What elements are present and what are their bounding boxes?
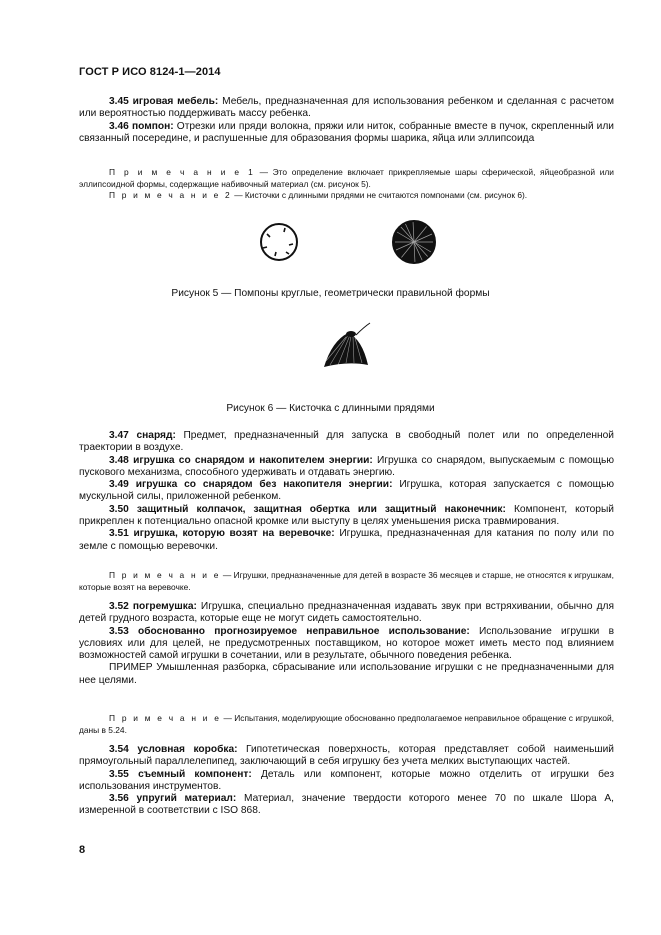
term-3-47: 3.47 снаряд: Предмет, предназначенный для запуска в свободный полет или по определенной траектории в воздухе.: [79, 430, 614, 454]
note-1: П р и м е ч а н и е 1 — Это определение включает прикрепляемые шары сферической, яйцеобразной или эллипсоидной формы, содержащие набивочный материал (см. рисунок 5).: [79, 167, 614, 189]
tassel-drawing: [324, 323, 370, 367]
terms-block-b: [79, 430, 614, 553]
term-3-49: 3.49 игрушка со снарядом без накопителя энергии: Игрушка, которая запускается с помощью мускульной силы, приложенной ребенком.: [79, 479, 614, 503]
terms-block-d: [79, 744, 614, 818]
term-3-52: 3.52 погремушка: Игрушка, специально предназначенная издавать звук при встряхивании, обычно для детей грудного возраста, которые еще не могут сидеть самостоятельно.: [79, 601, 614, 625]
figure-5-pompons: [255, 220, 445, 268]
note-block-c: [79, 713, 614, 736]
document-header: ГОСТ Р ИСО 8124-1—2014: [79, 66, 221, 78]
note-toy-on-string: П р и м е ч а н и е — Игрушки, предназначенные для детей в возрасте 36 месяцев и старше, не относятся к игрушкам, которые возят на веревочке.: [79, 570, 614, 592]
notes-block-a: [79, 167, 614, 202]
term-3-55: 3.55 съемный компонент: Деталь или компонент, которые можно отделить от игрушки без использования инструментов.: [79, 768, 614, 792]
figure-6-caption: Рисунок 6 — Кисточка с длинными прядями: [226, 403, 435, 414]
open-pompon-drawing: [261, 224, 297, 260]
terms-block-c: [79, 601, 614, 687]
term-3-46: 3.46 помпон: Отрезки или пряди волокна, пряжи или ниток, собранные вместе в пучок, скрепленный или связанный посередине, и распушенные для образования формы шарика, яйца или эллипсоида: [79, 120, 614, 144]
note-2: П р и м е ч а н и е 2 — Кисточки с длинными прядями не считаются помпонами (см. рисунок 6).: [109, 190, 528, 200]
term-3-54: 3.54 условная коробка: Гипотетическая поверхность, которая представляет собой наименьший прямоугольный параллелепипед, заключающий в себя игрушку без учета мелких выступающих частей.: [79, 744, 614, 768]
dense-pompon-drawing: [393, 221, 435, 263]
page-number: 8: [79, 844, 86, 856]
figure-5-caption: Рисунок 5 — Помпоны круглые, геометрически правильной формы: [171, 288, 490, 299]
term-3-51: 3.51 игрушка, которую возят на веревочке: Игрушка, предназначенная для катания по полу или по земле с помощью веревочки.: [79, 528, 614, 552]
term-3-50: 3.50 защитный колпачок, защитная обертка или защитный наконечник: Компонент, который прикреплен к потенциально опасной кромке или выступу в целях уменьшения риска травмирования.: [79, 503, 614, 528]
terms-block-a: [79, 96, 614, 145]
term-3-48: 3.48 игрушка со снарядом и накопителем энергии: Игрушка со снарядом, выпускаемым с помощью пускового механизма, способного удерживать и отдавать энергию.: [79, 454, 614, 478]
example-paragraph: ПРИМЕР Умышленная разборка, сбрасывание или использование игрушки с не предназначенными для нее целями.: [79, 662, 614, 686]
term-3-56: 3.56 упругий материал: Материал, значение твердости которого менее 70 по шкале Шора А, измеренной в соответствии с ISO 868.: [79, 793, 614, 817]
figure-6-tassel: [318, 321, 378, 373]
note-misuse-tests: П р и м е ч а н и е — Испытания, моделирующие обоснованно предполагаемое неправильное обращение с игрушкой, даны в 5.24.: [79, 713, 614, 735]
term-3-45: 3.45 игровая мебель: Мебель, предназначенная для использования ребенком и сделанная с расчетом или вероятностью поддерживать массу ребенка.: [79, 96, 614, 120]
term-3-53: 3.53 обоснованно прогнозируемое неправильное использование: Использование игрушки в условиях или для целей, не предусмотренных поставщиком, но которое может иметь место под влиянием возможностей самой игрушки в сочетании, или в результате, обычного поведения ребенка.: [79, 625, 614, 662]
note-block-b: [79, 570, 614, 593]
